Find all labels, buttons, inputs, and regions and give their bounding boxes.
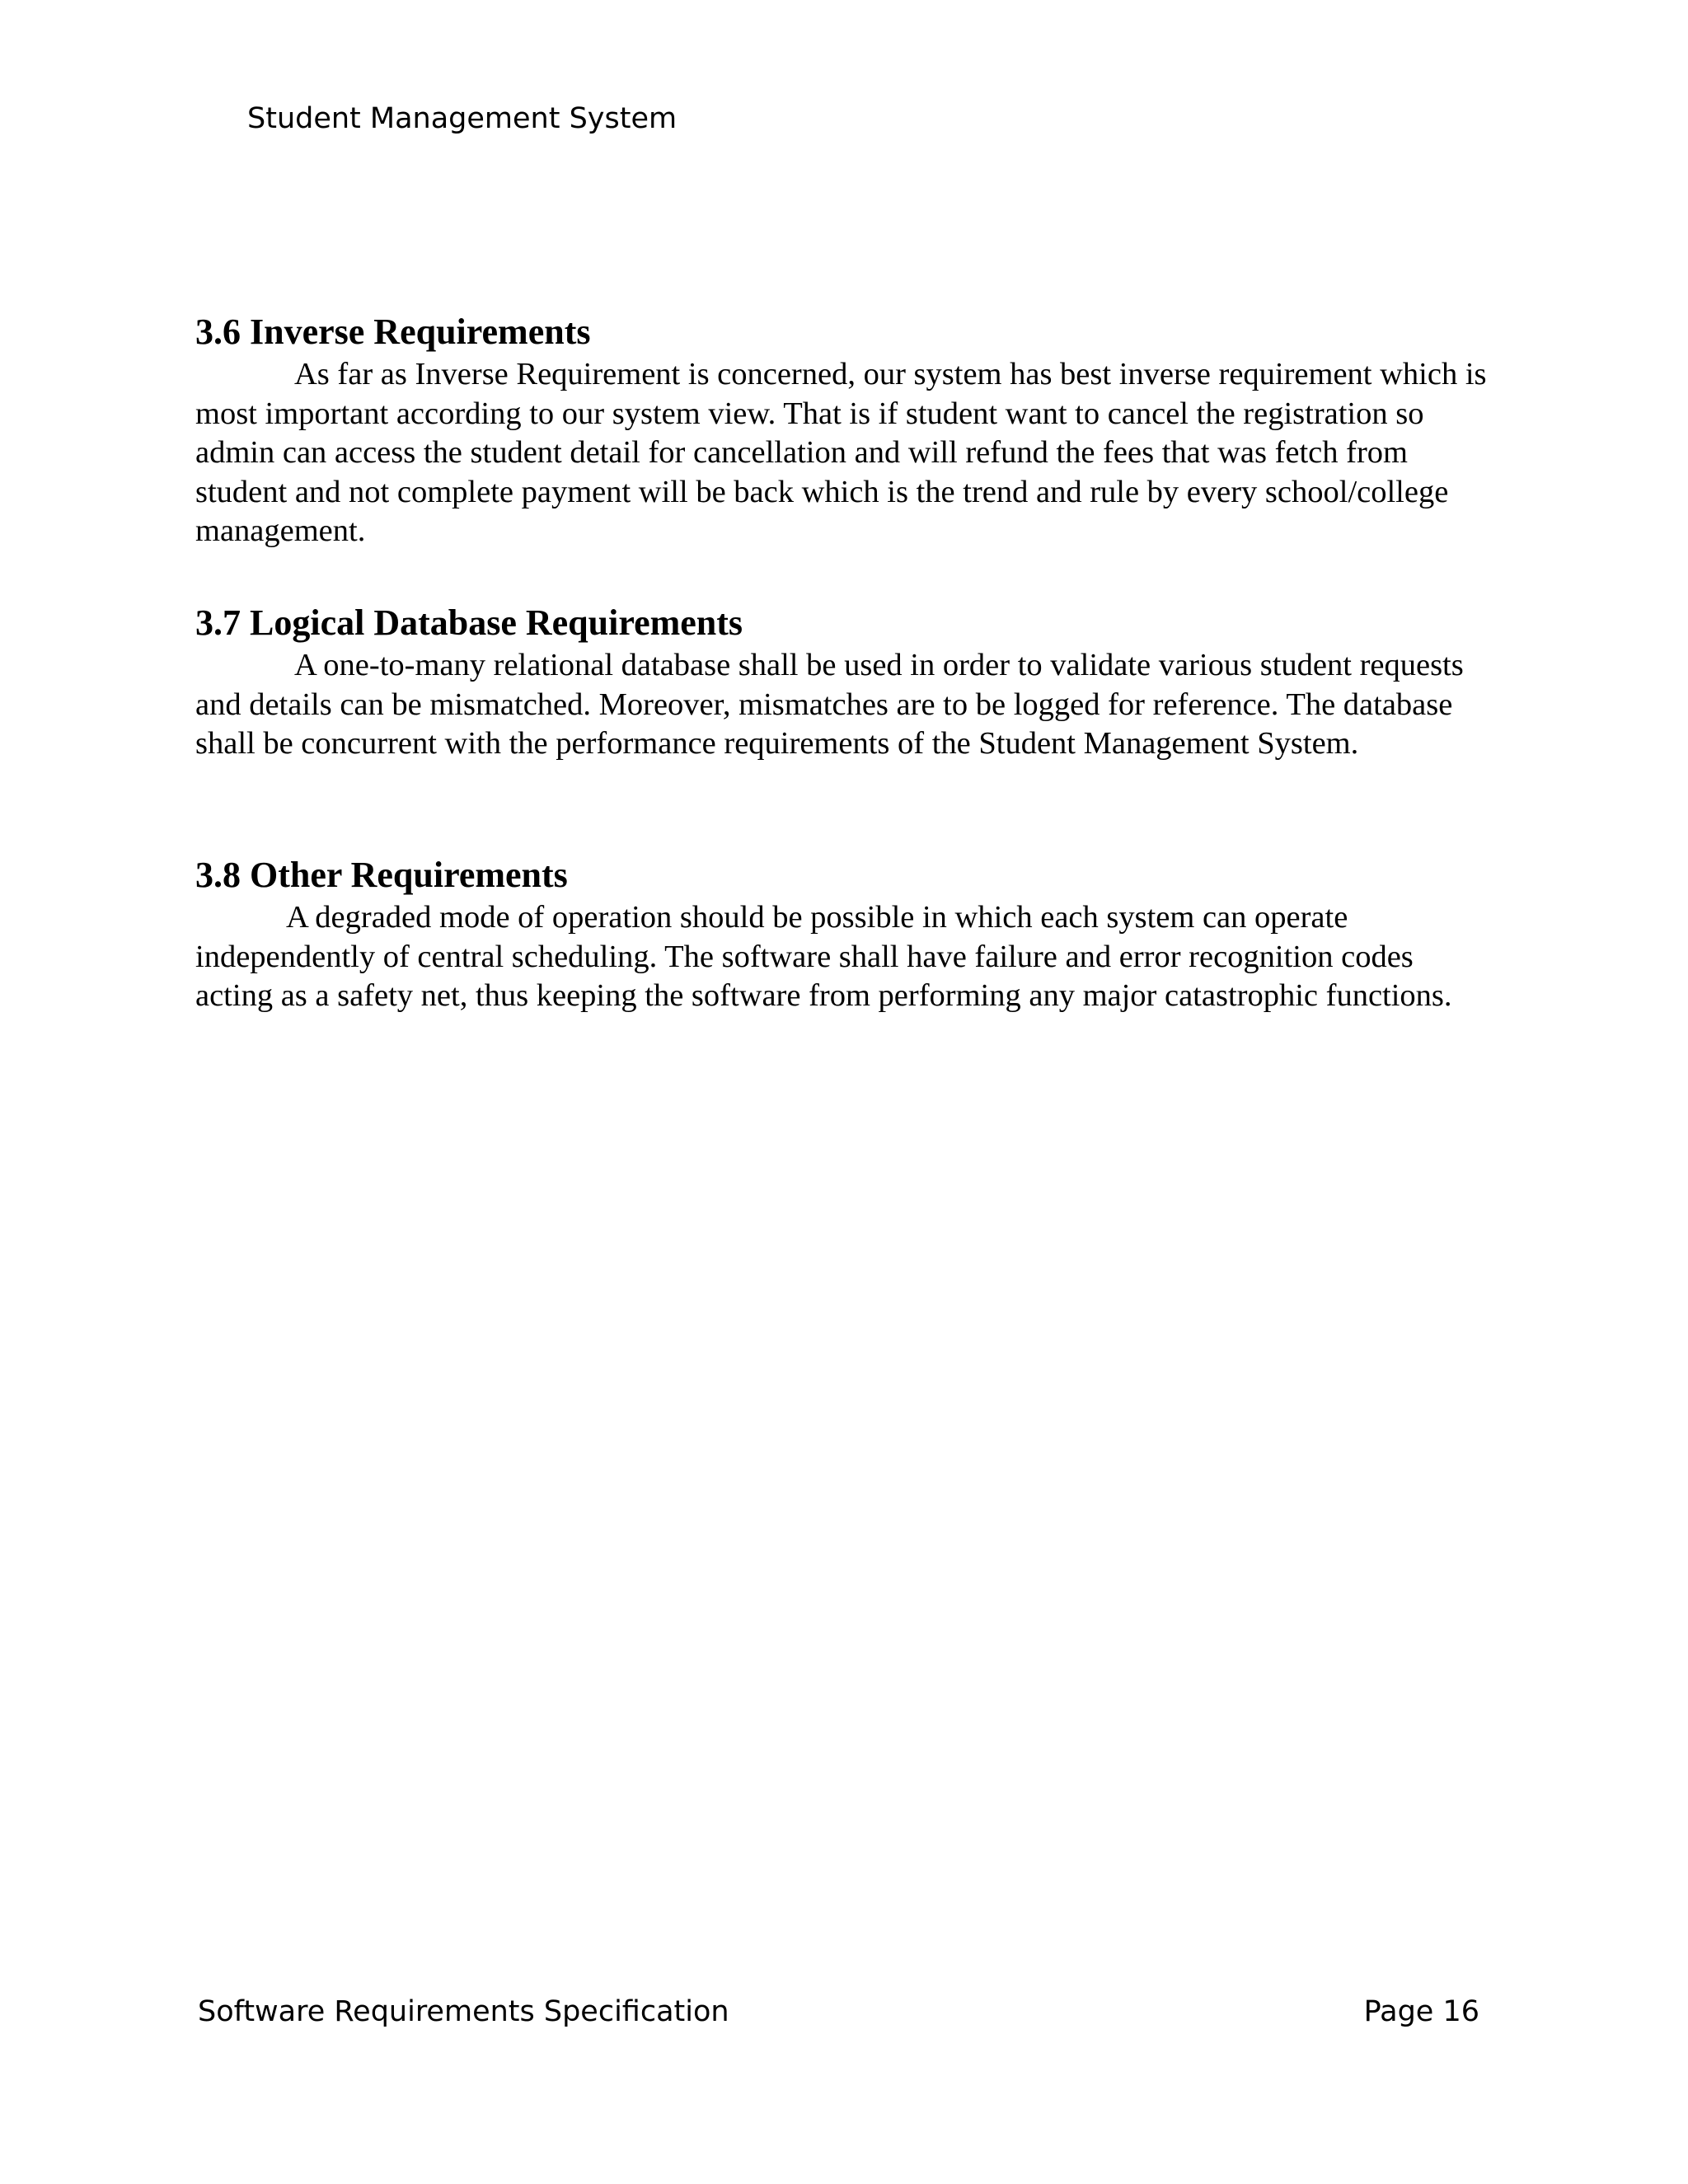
section-heading: 3.8 Other Requirements — [195, 855, 568, 895]
running-header: Student Management System — [247, 102, 678, 135]
section-paragraph: As far as Inverse Requirement is concerned, our system has best inverse requirement which is most important according to our system view. That is if student want to cancel the registration so admin can access the student detail for cancellation and will refund the fees that was fetch from student and not complete payment will be back which is the trend and rule by every school/college management. — [195, 357, 1487, 548]
section-heading: 3.6 Inverse Requirements — [195, 312, 591, 352]
section-logical-database-requirements — [195, 600, 1489, 764]
section-inverse-requirements — [195, 309, 1489, 551]
footer-document-title: Software Requirements Specification — [198, 1995, 729, 2028]
running-footer — [198, 1989, 1479, 2035]
section-paragraph: A one-to-many relational database shall be used in order to validate various student requests and details can be mismatched. Moreover, mismatches are to be logged for reference. The database shall be concurrent with the performance requirements of the Student Management System. — [195, 648, 1464, 761]
section-other-requirements — [195, 852, 1489, 1016]
section-paragraph: A degraded mode of operation should be possible in which each system can operate independently of central scheduling. The software shall have failure and error recognition codes acting as a safety net, thus keeping the software from performing any major catastrophic functions. — [195, 900, 1452, 1013]
page-number: Page 16 — [1363, 1995, 1479, 2028]
section-heading: 3.7 Logical Database Requirements — [195, 602, 743, 643]
